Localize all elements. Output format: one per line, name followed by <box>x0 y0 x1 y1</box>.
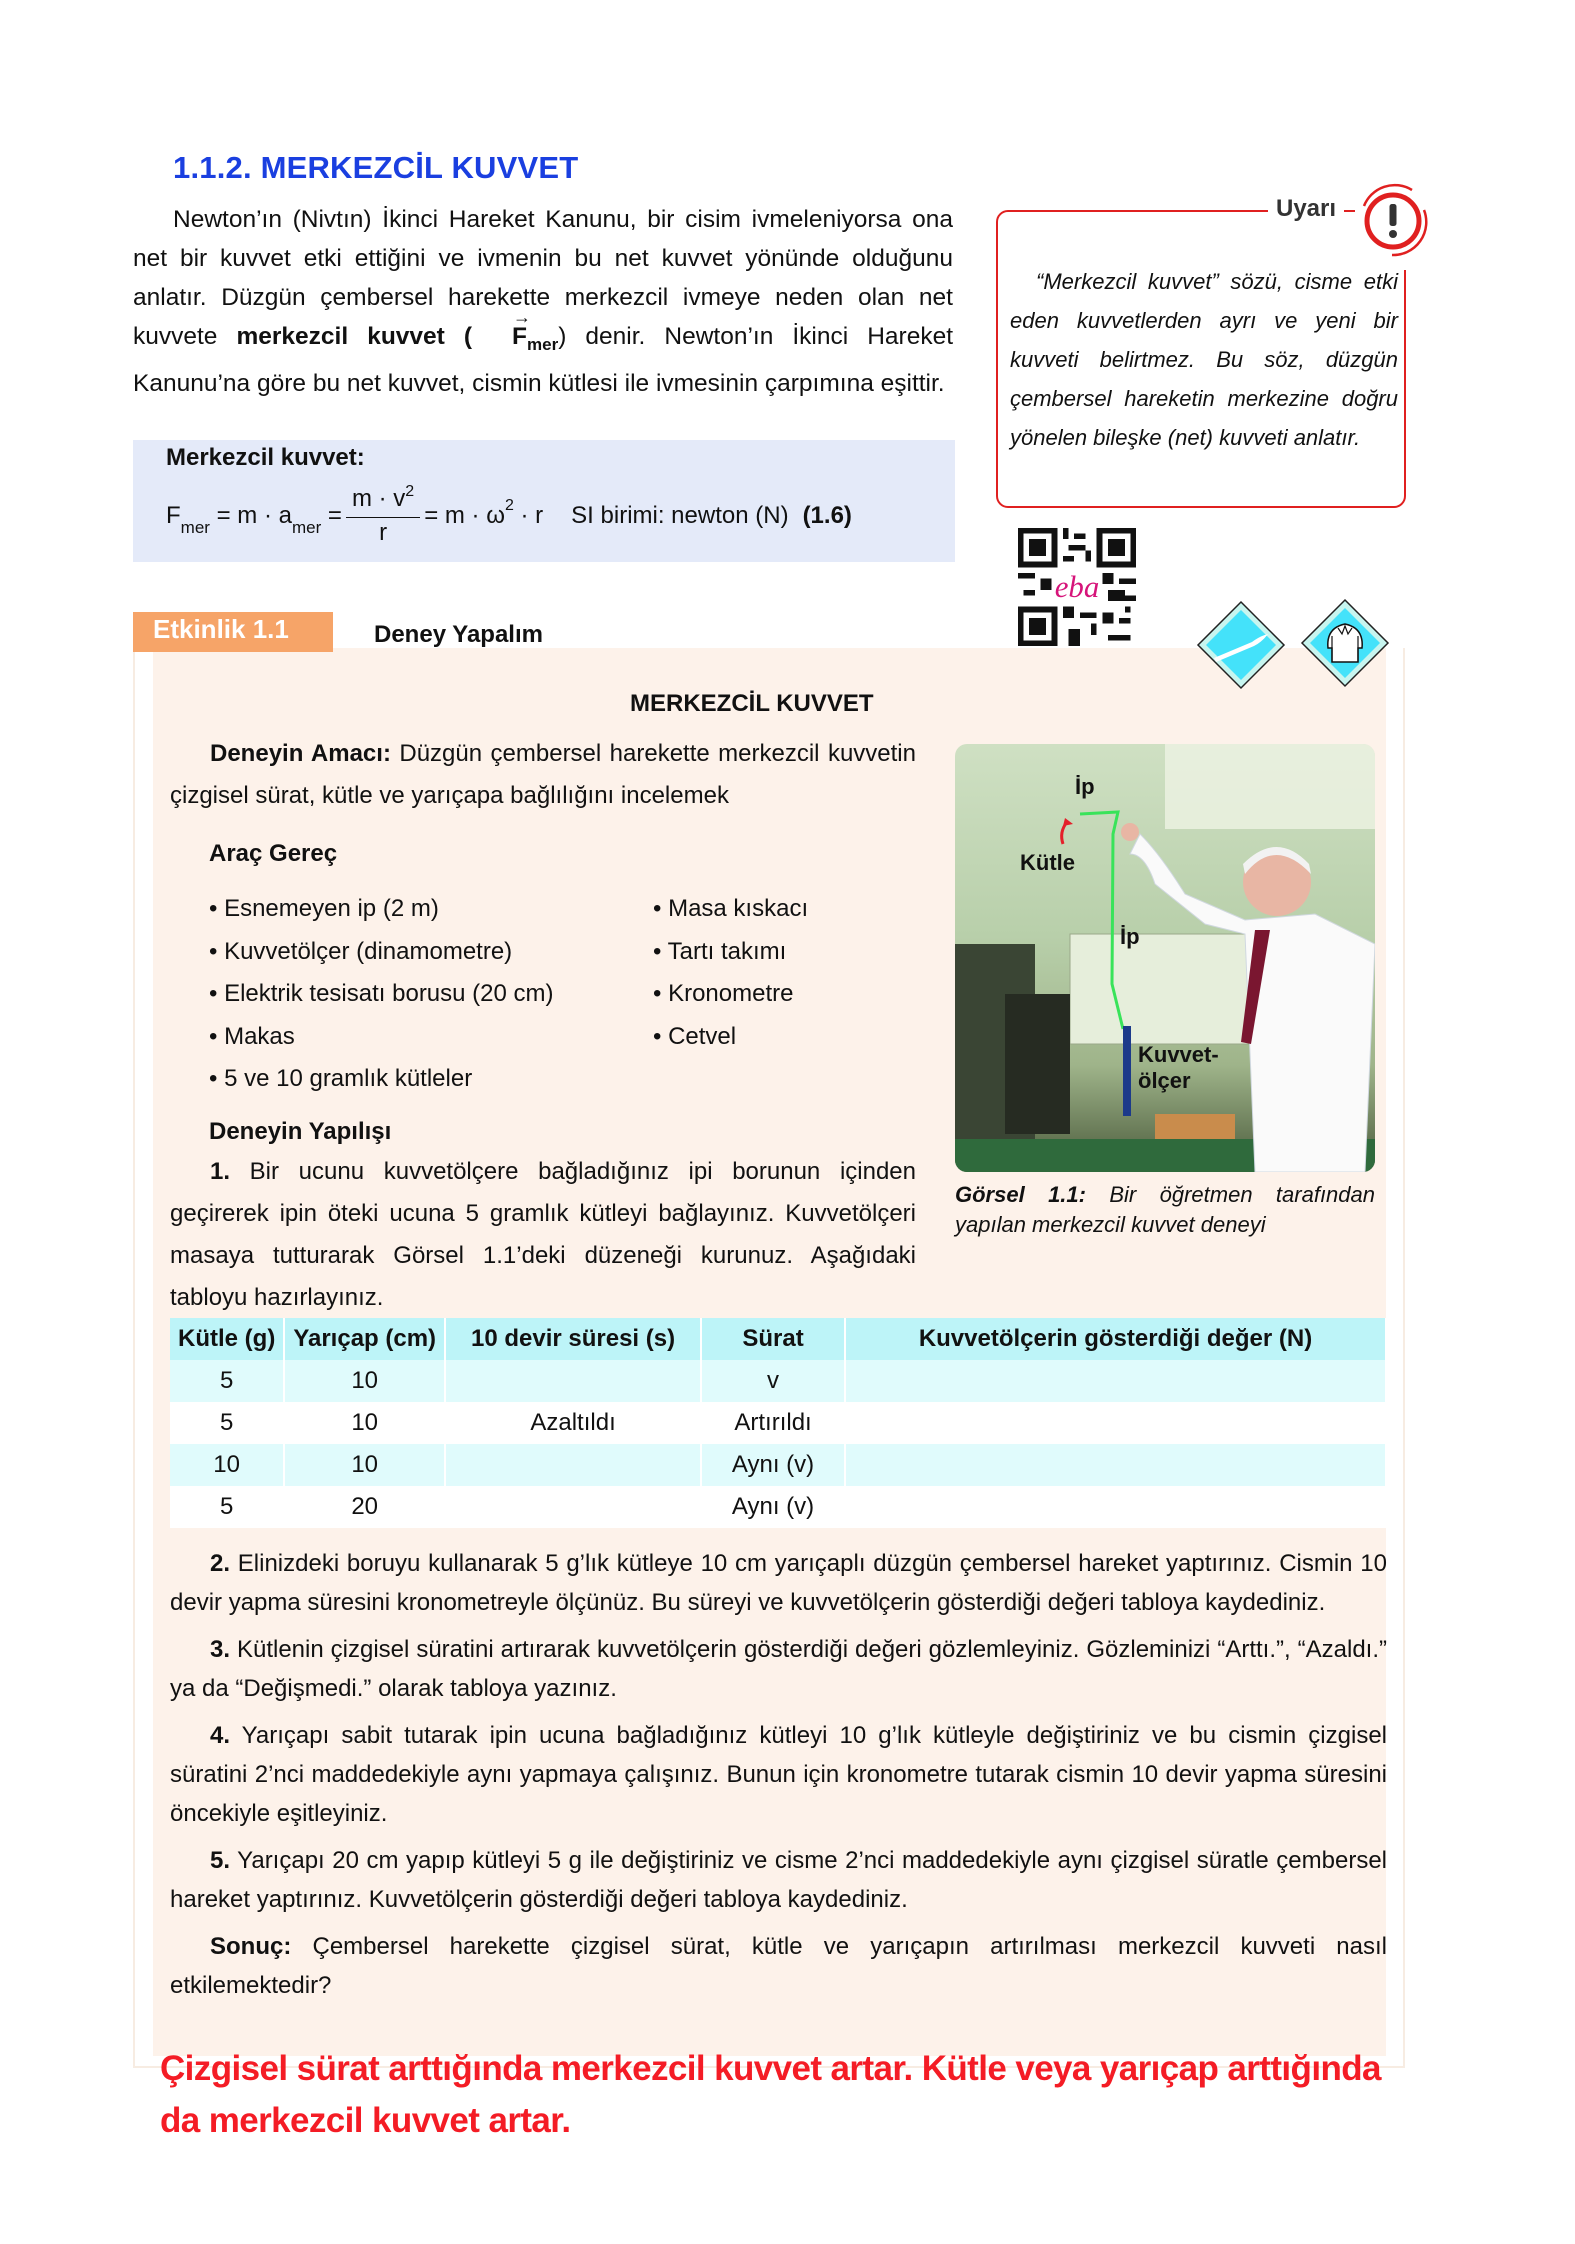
col-radius: Yarıçap (cm) <box>284 1318 445 1360</box>
tool-item: • Kuvvetölçer (dinamometre) <box>209 937 513 965</box>
lab-coat-icon <box>1300 598 1390 688</box>
tool-item: • 5 ve 10 gramlık kütleler <box>209 1065 473 1092</box>
warning-paragraph: “Merkezcil kuvvet” sözü, cisme etki eden kuvvetlerden ayrı ve yeni bir kuvveti belirtmez. Bu söz, düzgün çembersel hareketin merkezine doğru yönelen bileşke (net) kuvveti anlatır. <box>1010 269 1398 450</box>
result-label: Sonuç: <box>210 1933 292 1960</box>
procedure-title: Deneyin Yapılışı <box>209 1118 392 1145</box>
fraction-numerator: m · v <box>351 485 406 512</box>
force-symbol: F <box>512 323 528 350</box>
tools-title: Araç Gereç <box>209 840 338 867</box>
step-text: Yarıçapı sabit tutarak ipin ucuna bağladığınız kütleyi 10 g’lık kütleyle değiştiriniz ve bu cismin çizgisel süratini 2’nci maddedekiyle aynı yapmaya çalışınız. Bunun için kronometre tutarak cismin 10 devir yapma süresini öncekiyle eşitleyiniz. <box>170 1722 1387 1827</box>
qr-code[interactable] <box>1018 528 1136 646</box>
intro-text-2: ) denir. Newton’ın İkinci Hareket Kanunu’na göre bu net kuvvet, cismin kütlesi ile ivmesinin çarpımına eşittir. <box>133 323 954 397</box>
cell <box>845 1486 1386 1528</box>
cell: 5 <box>170 1486 284 1528</box>
warning-title: Uyarı <box>1268 195 1344 223</box>
col-mass: Kütle (g) <box>170 1318 284 1360</box>
formula-eq1: = m · a <box>209 502 292 529</box>
eba-logo: eba <box>1054 569 1100 605</box>
fraction-denominator: r <box>379 519 388 546</box>
table-row <box>170 1486 1386 1528</box>
col-speed: Sürat <box>701 1318 845 1360</box>
aim-label: Deneyin Amacı: <box>210 740 391 767</box>
formula-unit: SI birimi: newton (N) <box>571 502 789 529</box>
step-4 <box>170 1716 1387 1833</box>
cell <box>845 1402 1386 1444</box>
procedure-steps <box>170 1544 1387 2013</box>
cell: 10 <box>170 1444 284 1486</box>
cell: Artırıldı <box>701 1402 845 1444</box>
centripetal-force-formula <box>166 484 852 548</box>
step-number: 2. <box>210 1550 231 1577</box>
experiment-photo <box>955 744 1375 1172</box>
step-text: Yarıçapı 20 cm yapıp kütleyi 5 g ile değiştiriniz ve cisme 2’nci maddedekiyle aynı çizgisel süratle çembersel hareket yaptırınız. Kuvvetölçerin gösterdiği değeri tabloya kaydediniz. <box>170 1847 1387 1913</box>
warning-text <box>1010 262 1398 457</box>
cell: Aynı (v) <box>701 1444 845 1486</box>
intro-text-1: Newton’ın (Nivtın) İkinci Hareket Kanunu, bir cisim ivmeleniyorsa ona net bir kuvvet etki ettiğini ve ivmenin bu net kuvvet yönünde olduğunu anlatır. Düzgün çembersel harekette merkezcil ivmeye neden olan net kuvvete <box>133 206 953 350</box>
table-row <box>170 1444 1386 1486</box>
cell <box>445 1444 701 1486</box>
cell <box>845 1360 1386 1402</box>
data-table <box>170 1318 1387 1528</box>
table-header-row <box>170 1318 1386 1360</box>
numerator-exponent: 2 <box>405 483 415 500</box>
force-meter-line-2: ölçer <box>1138 1068 1191 1093</box>
cell: v <box>701 1360 845 1402</box>
formula-eq4: · r <box>513 502 544 529</box>
photo-illustration <box>955 744 1375 1172</box>
step-text: Elinizdeki boruyu kullanarak 5 g’lık kütleye 10 cm yarıçaplı düzgün çembersel hareket yaptırınız. Cismin 10 devir yapma süresini kronometreyle ölçünüz. Bu süreyi ve kuvvetölçerin gösterdiği değeri tabloya kaydediniz. <box>170 1550 1387 1616</box>
caption-label: Görsel 1.1: <box>955 1182 1086 1207</box>
cell: Azaltıldı <box>445 1402 701 1444</box>
tools-list-2 <box>653 888 808 1058</box>
formula-f-sub: mer <box>180 518 210 537</box>
cell: 20 <box>284 1486 445 1528</box>
step-5 <box>170 1841 1387 1919</box>
table-row <box>170 1402 1386 1444</box>
cell <box>845 1444 1386 1486</box>
formula-eq2: = <box>321 502 342 529</box>
force-subscript: mer <box>527 335 559 354</box>
force-meter-line-1: Kuvvet- <box>1138 1042 1219 1067</box>
photo-label-ip-top: İp <box>1075 774 1095 799</box>
cell: 10 <box>284 1402 445 1444</box>
scalpel-icon <box>1196 600 1286 690</box>
step-number: 5. <box>210 1847 231 1874</box>
intro-paren: ( <box>444 323 473 350</box>
tool-item: • Elektrik tesisatı borusu (20 cm) <box>209 980 554 1007</box>
equation-number: (1.6) <box>802 502 852 529</box>
experiment-aim <box>170 733 916 817</box>
formula-box <box>133 440 955 562</box>
formula-a-sub: mer <box>291 518 322 537</box>
step-text: Bir ucunu kuvvetölçere bağladığınız ipi borunun içinden geçirerek ipin öteki ucuna 5 gramlık kütleyi bağlayınız. Kuvvetölçeri masaya tutturarak Görsel 1.1’deki düzeneği kurunuz. Aşağıdaki tabloyu hazırlayınız. <box>170 1158 916 1311</box>
activity-tag: Etkinlik 1.1 <box>133 612 333 652</box>
tools-list-1 <box>209 888 554 1101</box>
tool-item: • Tartı takımı <box>653 937 787 965</box>
photo-caption <box>955 1180 1375 1240</box>
section-title: 1.1.2. MERKEZCİL KUVVET <box>173 150 579 185</box>
cell: 5 <box>170 1360 284 1402</box>
col-period: 10 devir süresi (s) <box>445 1318 701 1360</box>
table-row <box>170 1360 1386 1402</box>
caption-text: Bir öğretmen tarafından yapılan merkezcil kuvvet deneyi <box>955 1182 1375 1237</box>
force-vector-symbol <box>472 317 527 356</box>
photo-label-force-meter <box>1138 1042 1219 1094</box>
formula-eq3: = m · ω <box>424 502 505 529</box>
step-text: Kütlenin çizgisel süratini artırarak kuvvetölçerin gösterdiği değeri gözlemleyiniz. Gözleminizi “Arttı.”, “Azaldı.” ya da “Değişmedi.” olarak tabloya yazınız. <box>170 1636 1387 1702</box>
photo-label-ip-mid: İp <box>1120 924 1140 949</box>
col-force: Kuvvetölçerin gösterdiği değer (N) <box>845 1318 1386 1360</box>
result-text: Çembersel harekette çizgisel sürat, kütle ve yarıçapın artırılması merkezcil kuvveti nasıl etkilemektedir? <box>170 1933 1387 1999</box>
formula-fraction <box>346 484 420 548</box>
tool-item: • Cetvel <box>653 1022 737 1050</box>
cell: 10 <box>284 1360 445 1402</box>
result-question <box>170 1927 1387 2005</box>
tool-item: • Makas <box>209 1022 295 1050</box>
exclamation-icon <box>1352 180 1434 262</box>
photo-label-mass: Kütle <box>1020 850 1075 875</box>
omega-exponent: 2 <box>504 497 514 514</box>
tool-item: • Kronometre <box>653 980 794 1007</box>
tool-item: • Esnemeyen ip (2 m) <box>209 895 439 922</box>
tool-item: • Masa kıskacı <box>653 895 809 922</box>
cell: 5 <box>170 1402 284 1444</box>
step-number: 3. <box>210 1636 231 1663</box>
step-2 <box>170 1544 1387 1622</box>
cell <box>445 1360 701 1402</box>
step-number: 1. <box>210 1158 231 1185</box>
aim-text: Düzgün çembersel harekette merkezcil kuvvetin çizgisel sürat, kütle ve yarıçapa bağlılığını incelemek <box>170 740 916 809</box>
activity-title: MERKEZCİL KUVVET <box>630 690 874 717</box>
cell: 10 <box>284 1444 445 1486</box>
cell: Aynı (v) <box>701 1486 845 1528</box>
step-1 <box>170 1151 916 1319</box>
formula-f: F <box>166 502 181 529</box>
step-3 <box>170 1630 1387 1708</box>
step-number: 4. <box>210 1722 231 1749</box>
intro-paragraph <box>133 200 953 403</box>
formula-label: Merkezcil kuvvet: <box>166 444 365 471</box>
cell <box>445 1486 701 1528</box>
activity-subtitle: Deney Yapalım <box>374 621 543 648</box>
intro-bold-term: merkezcil kuvvet <box>236 323 445 350</box>
answer-text: Çizgisel sürat arttığında merkezcil kuvvet artar. Kütle veya yarıçap arttığında da merkezcil kuvvet artar. <box>160 2049 1381 2140</box>
